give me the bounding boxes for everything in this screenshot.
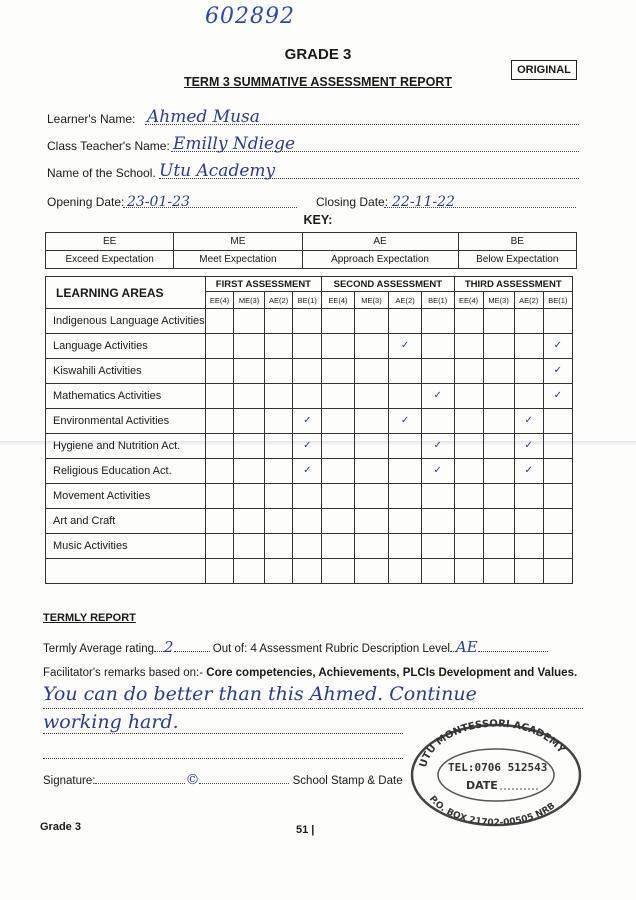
rating-cell [483, 459, 514, 484]
rating-cell [234, 384, 264, 409]
rating-cell [264, 359, 293, 384]
rating-cell [264, 509, 293, 534]
learning-area-name: Music Activities [46, 534, 206, 559]
signature-label: Signature: [43, 775, 96, 787]
learning-area-name: Indigenous Language Activities [46, 309, 206, 334]
school-name-label: Name of the School. [47, 166, 156, 180]
learning-area-name: Art and Craft [46, 509, 206, 534]
dot-fill [95, 783, 185, 784]
rating-cell [234, 459, 264, 484]
remarks-label-plain: Facilitator's remarks based on:- [43, 667, 204, 679]
rating-cell [543, 534, 572, 559]
dot-fill [199, 783, 289, 784]
learner-name-field [47, 107, 579, 129]
footer-page-number: 51 | [296, 824, 315, 836]
rating-cell [514, 509, 543, 534]
rating-cell [543, 434, 572, 459]
rating-cell [514, 359, 543, 384]
learning-area-name: Mathematics Activities [46, 384, 206, 409]
key-meaning: Exceed Expectation [46, 251, 174, 269]
tick-mark-cell: ✓ [514, 434, 543, 459]
closing-date-value: 22-11-22 [392, 194, 455, 210]
tick-mark-cell: ✓ [293, 459, 322, 484]
remark-dotline [43, 708, 583, 709]
rating-cell [322, 434, 355, 459]
stamp-school-name: UTU MONTESSORI ACADEMY [417, 718, 567, 769]
rating-cell [293, 384, 322, 409]
rating-cell [264, 409, 293, 434]
learner-name-value: Ahmed Musa [147, 107, 260, 127]
tick-mark-cell: ✓ [389, 409, 422, 434]
rating-cell [543, 484, 572, 509]
remark-dotline [43, 758, 403, 759]
rating-cell [454, 359, 483, 384]
learning-area-row [46, 459, 573, 484]
rating-cell [389, 384, 422, 409]
tick-mark-cell: ✓ [543, 334, 572, 359]
learning-area-name: Movement Activities [46, 484, 206, 509]
rating-cell [389, 359, 422, 384]
stamp-box-address: P.O. BOX 21702-00505 NRB [426, 794, 558, 827]
rating-cell [234, 309, 264, 334]
dot-fill [174, 651, 210, 652]
rating-cell [543, 459, 572, 484]
rating-cell [454, 334, 483, 359]
learning-area-row [46, 384, 573, 409]
opening-date-label: Opening Date: [47, 195, 125, 209]
remark-line-1: You can do better than this Ahmed. Continue [43, 683, 477, 705]
rating-cell [293, 559, 322, 584]
level-header: ME(3) [234, 292, 264, 309]
rating-cell [454, 559, 483, 584]
rating-cell [264, 384, 293, 409]
learning-areas-body [46, 277, 573, 584]
stamp-inner-ring [438, 749, 554, 801]
key-meaning: Approach Expectation [302, 251, 458, 269]
termly-average-line [43, 638, 548, 656]
closing-date-label: Closing Date: [316, 195, 389, 209]
rating-cell [354, 334, 389, 359]
rating-cell [421, 484, 454, 509]
rating-cell [354, 359, 389, 384]
rating-cell [514, 334, 543, 359]
level-header: ME(3) [483, 292, 514, 309]
document-number: 602892 [205, 4, 295, 29]
key-code: EE [46, 233, 174, 251]
school-stamp-seal [408, 717, 584, 827]
rating-cell [293, 509, 322, 534]
rating-cell [264, 484, 293, 509]
rating-cell [354, 559, 389, 584]
rating-cell [205, 559, 234, 584]
rating-cell [543, 409, 572, 434]
learning-area-row [46, 559, 573, 584]
opening-date-value: 23-01-23 [127, 194, 190, 210]
rating-cell [421, 309, 454, 334]
tick-mark-cell: ✓ [293, 409, 322, 434]
tick-mark-cell: ✓ [421, 459, 454, 484]
rating-cell [483, 309, 514, 334]
rating-cell [483, 334, 514, 359]
rating-cell [421, 534, 454, 559]
rating-cell [483, 484, 514, 509]
learning-area-row [46, 534, 573, 559]
learning-area-row [46, 309, 573, 334]
key-codes-row [46, 233, 577, 251]
out-of-label: Out of: 4 Assessment Rubric Description Level [212, 643, 450, 655]
level-header: AE(2) [389, 292, 422, 309]
rating-cell [354, 509, 389, 534]
signature-mark: © [185, 772, 200, 788]
rating-cell [234, 409, 264, 434]
rating-cell [454, 409, 483, 434]
rating-cell [454, 434, 483, 459]
rating-cell [322, 334, 355, 359]
level-header: EE(4) [454, 292, 483, 309]
rating-cell [322, 384, 355, 409]
rating-cell [514, 384, 543, 409]
termly-report-heading: TERMLY REPORT [43, 612, 136, 624]
rating-cell [322, 309, 355, 334]
footer-grade: Grade 3 [40, 821, 81, 833]
rating-cell [322, 359, 355, 384]
learning-area-row [46, 359, 573, 384]
remark-dotline [43, 733, 403, 734]
rating-cell [205, 434, 234, 459]
remark-line-2: working hard. [43, 711, 179, 733]
school-name-field [47, 161, 579, 183]
rating-cell [543, 309, 572, 334]
rating-cell [354, 459, 389, 484]
dot-fill [154, 651, 164, 652]
rating-cell [293, 359, 322, 384]
rating-cell [205, 359, 234, 384]
grade-title: GRADE 3 [284, 46, 352, 63]
rating-cell [264, 559, 293, 584]
learning-area-name: Environmental Activities [46, 409, 206, 434]
tick-mark-cell: ✓ [421, 384, 454, 409]
assessment-group-row [46, 277, 573, 292]
termly-average-label: Termly Average rating [43, 643, 155, 655]
rating-cell [389, 459, 422, 484]
school-stamp-label: School Stamp & Date [292, 775, 403, 787]
rating-cell [389, 534, 422, 559]
learner-name-label: Learner's Name: [47, 112, 136, 126]
rating-cell [354, 409, 389, 434]
rating-cell [483, 409, 514, 434]
rating-cell [205, 384, 234, 409]
signature-line [43, 772, 403, 788]
rating-cell [293, 334, 322, 359]
key-title: KEY: [303, 213, 333, 227]
rating-cell [264, 459, 293, 484]
rating-cell [205, 334, 234, 359]
learning-area-name [46, 559, 206, 584]
rating-cell [264, 334, 293, 359]
tick-mark-cell: ✓ [543, 384, 572, 409]
learning-area-row [46, 434, 573, 459]
learning-area-name: Religious Education Act. [46, 459, 206, 484]
learning-area-row [46, 409, 573, 434]
rating-cell [205, 309, 234, 334]
stamp-tel: TEL:0706 512543 [448, 761, 548, 774]
rating-cell [205, 409, 234, 434]
rating-cell [354, 384, 389, 409]
rating-cell [322, 559, 355, 584]
rating-cell [234, 509, 264, 534]
key-code: ME [174, 233, 302, 251]
rating-cell [322, 459, 355, 484]
rating-cell [322, 409, 355, 434]
rating-cell [234, 534, 264, 559]
rating-cell [454, 459, 483, 484]
rating-cell [543, 559, 572, 584]
level-header: ME(3) [354, 292, 389, 309]
rating-cell [205, 509, 234, 534]
rating-cell [264, 534, 293, 559]
school-name-value: Utu Academy [159, 161, 276, 181]
learning-area-row [46, 484, 573, 509]
rating-cell [514, 559, 543, 584]
rating-cell [421, 409, 454, 434]
rating-cell [205, 484, 234, 509]
learning-areas-table [45, 276, 573, 584]
tick-mark-cell: ✓ [514, 459, 543, 484]
tick-mark-cell: ✓ [389, 334, 422, 359]
level-header: BE(1) [293, 292, 322, 309]
rating-cell [264, 309, 293, 334]
rating-cell [454, 309, 483, 334]
rating-cell [421, 359, 454, 384]
rating-cell [389, 559, 422, 584]
tick-mark-cell: ✓ [543, 359, 572, 384]
learning-area-name: Language Activities [46, 334, 206, 359]
tick-mark-cell: ✓ [293, 434, 322, 459]
rating-cell [389, 509, 422, 534]
rubric-level-value: AE [455, 638, 478, 656]
assessment-header: THIRD ASSESSMENT [454, 277, 572, 292]
rating-cell [483, 559, 514, 584]
learning-area-name: Hygiene and Nutrition Act. [46, 434, 206, 459]
rating-cell [454, 384, 483, 409]
rating-cell [322, 484, 355, 509]
key-meaning: Below Expectation [458, 251, 576, 269]
rating-cell [421, 559, 454, 584]
rating-cell [354, 434, 389, 459]
assessment-header: SECOND ASSESSMENT [322, 277, 454, 292]
rating-cell [454, 534, 483, 559]
rating-cell [483, 384, 514, 409]
class-teacher-field [47, 134, 579, 156]
original-badge: ORIGINAL [511, 60, 577, 80]
assessment-header: FIRST ASSESSMENT [205, 277, 321, 292]
key-meanings-row [46, 251, 577, 269]
rating-cell [454, 484, 483, 509]
report-title: TERM 3 SUMMATIVE ASSESSMENT REPORT [183, 75, 453, 89]
level-header: BE(1) [543, 292, 572, 309]
termly-average-value: 2 [164, 638, 174, 656]
tick-mark-cell: ✓ [421, 434, 454, 459]
rating-cell [483, 359, 514, 384]
rating-cell [234, 484, 264, 509]
rating-cell [354, 309, 389, 334]
rating-cell [514, 534, 543, 559]
key-code: AE [302, 233, 458, 251]
rating-cell [234, 559, 264, 584]
rating-cell [293, 309, 322, 334]
key-table [45, 232, 577, 269]
rating-cell [293, 534, 322, 559]
rating-cell [421, 334, 454, 359]
level-header: AE(2) [264, 292, 293, 309]
rating-cell [389, 484, 422, 509]
rating-cell [264, 434, 293, 459]
learning-area-row [46, 509, 573, 534]
rating-cell [234, 434, 264, 459]
rating-cell [234, 334, 264, 359]
rating-cell [354, 534, 389, 559]
level-header: EE(4) [205, 292, 234, 309]
level-header: AE(2) [514, 292, 543, 309]
class-teacher-label: Class Teacher's Name: [47, 139, 170, 153]
rating-cell [322, 509, 355, 534]
rating-cell [293, 484, 322, 509]
stamp-date-label: DATE [466, 779, 498, 792]
opening-date-field [47, 190, 297, 212]
learning-area-row [46, 334, 573, 359]
rating-cell [483, 509, 514, 534]
class-teacher-value: Emilly Ndiege [173, 134, 296, 154]
remarks-label-bold: Core competencies, Achievements, PLCIs Development and Values. [206, 667, 578, 679]
remarks-label [43, 667, 577, 679]
rating-cell [205, 459, 234, 484]
rating-cell [322, 534, 355, 559]
rating-cell [514, 484, 543, 509]
level-header: BE(1) [421, 292, 454, 309]
closing-date-field [316, 190, 576, 212]
rating-cell [543, 509, 572, 534]
rating-cell [514, 309, 543, 334]
learning-area-name: Kiswahili Activities [46, 359, 206, 384]
level-header: EE(4) [322, 292, 355, 309]
rating-cell [234, 359, 264, 384]
rating-cell [205, 534, 234, 559]
rating-cell [483, 434, 514, 459]
rating-cell [389, 309, 422, 334]
rating-cell [454, 509, 483, 534]
tick-mark-cell: ✓ [514, 409, 543, 434]
rating-cell [483, 534, 514, 559]
learning-areas-header: LEARNING AREAS [46, 277, 206, 309]
rating-cell [354, 484, 389, 509]
rating-cell [421, 509, 454, 534]
key-meaning: Meet Expectation [174, 251, 302, 269]
rating-cell [389, 434, 422, 459]
key-code: BE [458, 233, 576, 251]
dot-fill [478, 651, 548, 652]
